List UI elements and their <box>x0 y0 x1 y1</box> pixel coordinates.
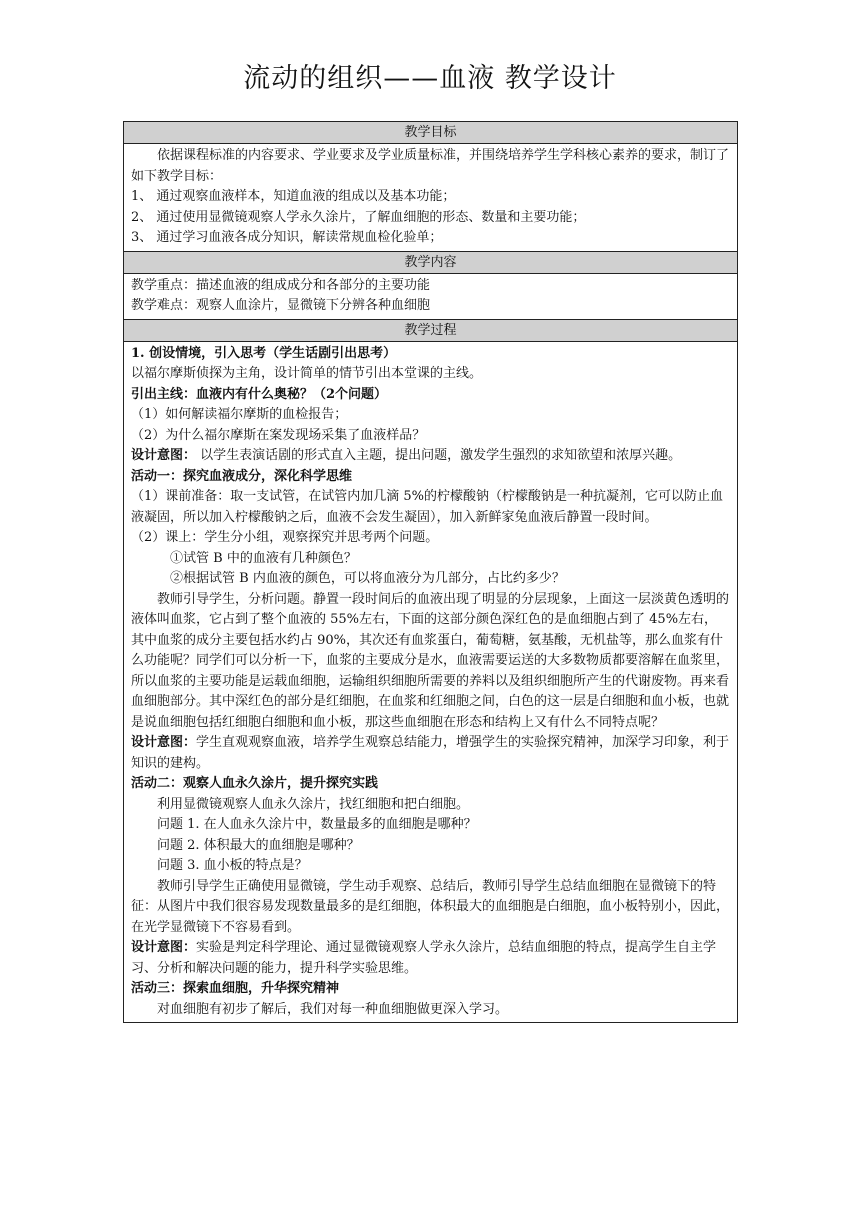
activity1-intent: 设计意图：学生直观观察血液，培养学生观察总结能力，增强学生的实验探究精神，加深学习印象，利于知识的建构。 <box>131 735 730 771</box>
difficult-point: 教学难点：观察人血涂片，显微镜下分辨各种血细胞 <box>131 298 431 313</box>
key-point: 教学重点：描述血液的组成成分和各部分的主要功能 <box>131 277 431 293</box>
objectives-intro: 依据课程标准的内容要求、学业要求及学业质量标准，并围绕培养学生学科核心素养的要求，制订了如下教学目标： <box>131 148 730 184</box>
activity2-question-3: 问题 3. 血小板的特点是？ <box>157 858 308 873</box>
activity2-question-2: 问题 2. 体积最大的血细胞是哪种？ <box>157 837 360 853</box>
objective-item-3: 3、 通过学习血液各成分知识，解读常规血检化验单； <box>131 230 443 245</box>
objectives-header: 教学目标 <box>124 122 737 144</box>
activity1-analysis: 教师引导学生，分析问题。静置一段时间后的血液出现了明显的分层现象，上面这一层淡黄色透明的液体叫血浆，它占到了整个血液的 55%左右，下面的这部分颜色深红色的是血细胞占到了 45%左右，其中血浆的成分主要包括水约占 90%，其次还有血浆蛋白，葡萄糖，氨基酸，无机盐等，那么血浆有什么功能呢？同学们可以分析一下，血浆的主要成分是水，血液需要运送的大多数物质都要溶解在血浆里，所以血浆的主要功能是运载血细胞，运输组织细胞所需要的养料以及组织细胞所产生的代谢废物。再来看血细胞部分。其中深红色的部分是红细胞，在血浆和红细胞之间，白色的这一层是白细胞和血小板，也就是说血细胞包括红细胞白细胞和血小板，那这些血细胞在形态和结构上又有什么不同特点呢？ <box>131 591 730 730</box>
design-intent-label: 设计意图： <box>131 448 197 463</box>
step1-question-1: （1）如何解读福尔摩斯的血检报告； <box>131 407 348 422</box>
objectives-section <box>124 144 737 252</box>
design-intent-label: 设计意图： <box>131 940 197 955</box>
document-title: 流动的组织——血液 教学设计 <box>243 63 617 94</box>
content-header: 教学内容 <box>124 252 737 274</box>
activity1-class: （2）课上：学生分小组，观察探究并思考两个问题。 <box>131 530 439 545</box>
activity2-question-1: 问题 1. 在人血永久涂片中，数量最多的血细胞是哪种？ <box>157 817 477 832</box>
lesson-plan-table <box>123 121 738 1023</box>
process-section <box>124 342 737 1023</box>
activity1-title: 活动一：探究血液成分，深化科学思维 <box>131 468 353 484</box>
content-section <box>124 274 737 320</box>
activity1-prep: （1）课前准备：取一支试管，在试管内加几滴 5%的柠檬酸钠（柠檬酸钠是一种抗凝剂，它可以防止血液凝固，所以加入柠檬酸钠之后，血液不会发生凝固），加入新鲜家兔血液后静置一段时间。 <box>131 489 724 525</box>
step1-intent: 设计意图： 以学生表演话剧的形式直入主题，提出问题，激发学生强烈的求知欲望和浓厚兴趣。 <box>131 448 682 463</box>
activity2-intent: 设计意图：实验是判定科学理论、通过显微镜观察人学永久涂片，总结血细胞的特点，提高学生自主学习、分析和解决问题的能力，提升科学实验思维。 <box>131 940 717 976</box>
activity2-text: 利用显微镜观察人血永久涂片，找红细胞和把白细胞。 <box>157 796 470 812</box>
process-header: 教学过程 <box>124 320 737 342</box>
activity2-summary: 教师引导学生正确使用显微镜，学生动手观察、总结后，教师引导学生总结血细胞在显微镜下的特征：从图片中我们很容易发现数量最多的是红细胞，体积最大的血细胞是白细胞，血小板特别小，因此，在光学显微镜下不容易看到。 <box>131 878 730 935</box>
objective-item-2: 2、 通过使用显微镜观察人学永久涂片，了解血细胞的形态、数量和主要功能； <box>131 209 586 225</box>
design-intent-label: 设计意图： <box>131 735 197 750</box>
activity3-title: 活动三：探索血细胞，升华探究精神 <box>131 981 340 996</box>
step1-main-title: 引出主线：血液内有什么奥秘？（2个问题） <box>131 386 388 402</box>
step1-title: 1. 创设情境，引入思考（学生话剧引出思考） <box>131 345 397 361</box>
activity3-text: 对血细胞有初步了解后，我们对每一种血细胞做更深入学习。 <box>157 1001 509 1017</box>
activity1-question-2: ②根据试管 B 内血液的颜色，可以将血液分为几部分，占比约多少？ <box>170 571 565 586</box>
activity2-title: 活动二：观察人血永久涂片，提升探究实践 <box>131 776 379 791</box>
activity1-question-1: ①试管 B 中的血液有几种颜色？ <box>170 550 357 566</box>
step1-question-2: （2）为什么福尔摩斯在案发现场采集了血液样品？ <box>131 427 426 443</box>
step1-text: 以福尔摩斯侦探为主角，设计简单的情节引出本堂课的主线。 <box>131 366 483 381</box>
objective-item-1: 1、 通过观察血液样本，知道血液的组成以及基本功能； <box>131 189 456 204</box>
